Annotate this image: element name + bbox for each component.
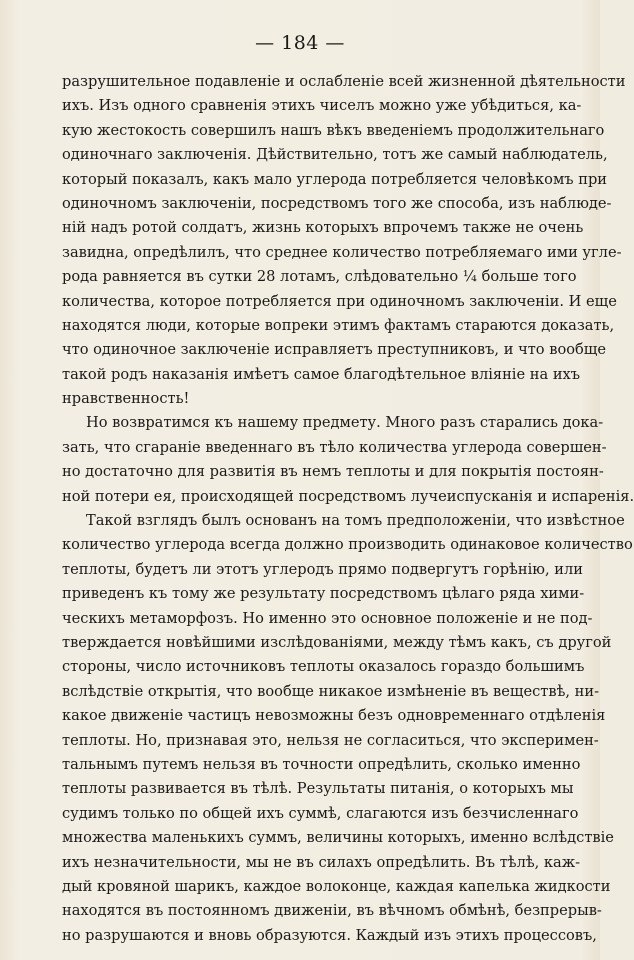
text-line: Но возвратимся къ нашему предмету. Много разъ старались дока-	[86, 414, 604, 432]
paragraph-1	[62, 70, 626, 411]
text-line: теплоты. Но, признавая это, нельзя не согласиться, что эксперимен-	[62, 731, 599, 749]
page-number: — 184 —	[255, 32, 345, 54]
text-line: ческихъ метаморфозъ. Но именно это основное положеніе и не под-	[62, 609, 593, 627]
text-line: тверждается новѣйшими изслѣдованіями, между тѣмъ какъ, съ другой	[62, 633, 612, 651]
text-line: одиночнаго заключенія. Дѣйствительно, тотъ же самый наблюдатель,	[62, 146, 608, 164]
text-line: ной потери ея, происходящей посредствомъ лучеиспусканія и испаренія.	[62, 487, 634, 505]
text-line: разрушительное подавленіе и ослабленіе всей жизненной дѣятельности	[62, 73, 626, 90]
text-line: такой родъ наказанія имѣетъ самое благодѣтельное вліяніе на ихъ	[62, 365, 581, 383]
text-line: какое движеніе частицъ невозможны безъ одновременнаго отдѣленія	[62, 707, 606, 725]
text-line: Такой взглядъ былъ основанъ на томъ предположеніи, что извѣстное	[86, 512, 625, 530]
text-line: находятся въ постоянномъ движеніи, въ вѣчномъ обмѣнѣ, безпрерыв-	[62, 902, 602, 920]
text-line: рода равняется въ сутки 28 лотамъ, слѣдовательно ¼ больше того	[62, 268, 577, 286]
text-line: кую жестокость совершилъ нашъ вѣкъ введеніемъ продолжительнаго	[62, 121, 605, 139]
text-line: вслѣдствіе открытія, что вообще никакое измѣненіе въ веществѣ, ни-	[62, 682, 600, 700]
text-line: нравственность!	[62, 390, 190, 408]
text-line: приведенъ къ тому же результату посредствомъ цѣлаго ряда хими-	[62, 585, 585, 603]
paragraph-2	[62, 411, 634, 509]
text-line: одиночномъ заключеніи, посредствомъ того же способа, изъ наблюде-	[62, 194, 612, 212]
text-line: множества маленькихъ суммъ, величины которыхъ, именно вслѣдствіе	[62, 829, 614, 847]
text-line: зать, что сгараніе введеннаго въ тѣло количества углерода совершен-	[62, 438, 607, 456]
body-text	[62, 70, 634, 948]
text-line: но разрушаются и вновь образуются. Каждый изъ этихъ процессовъ,	[62, 926, 597, 944]
text-line: находятся люди, которые вопреки этимъ фактамъ стараются доказать,	[62, 316, 615, 334]
text-line: ній надъ ротой солдатъ, жизнь которыхъ впрочемъ также не очень	[62, 219, 584, 237]
text-line: который показалъ, какъ мало углерода потребляется человѣкомъ при	[62, 170, 608, 188]
text-line: но достаточно для развитія въ немъ теплоты и для покрытія постоян-	[62, 463, 604, 481]
text-line: судимъ только по общей ихъ суммѣ, слагаются изъ безчисленнаго	[62, 804, 579, 822]
text-line: количество углерода всегда должно производить одинаковое количество	[62, 536, 633, 554]
text-line: теплоты развивается въ тѣлѣ. Результаты питанія, о которыхъ мы	[62, 780, 574, 798]
text-line: стороны, число источниковъ теплоты оказалось гораздо большимъ	[62, 658, 585, 676]
text-line: завидна, опредѣлилъ, что среднее количество потребляемаго ими угле-	[62, 243, 622, 261]
text-line: ихъ. Изъ одного сравненія этихъ чиселъ можно уже убѣдиться, ка-	[62, 97, 582, 115]
text-line: количества, которое потребляется при одиночномъ заключеніи. И еще	[62, 292, 617, 310]
text-line: что одиночное заключеніе исправляетъ преступниковъ, и что вообще	[62, 341, 607, 359]
text-line: теплоты, будетъ ли этотъ углеродъ прямо подвергутъ горѣнію, или	[62, 560, 583, 578]
text-line: ихъ незначительности, мы не въ силахъ опредѣлить. Въ тѣлѣ, каж-	[62, 853, 581, 871]
text-line: тальнымъ путемъ нельзя въ точности опредѣлить, сколько именно	[62, 755, 581, 773]
text-line: дый кровяной шарикъ, каждое волоконце, каждая капелька жидкости	[62, 877, 611, 895]
paragraph-3	[62, 509, 633, 948]
